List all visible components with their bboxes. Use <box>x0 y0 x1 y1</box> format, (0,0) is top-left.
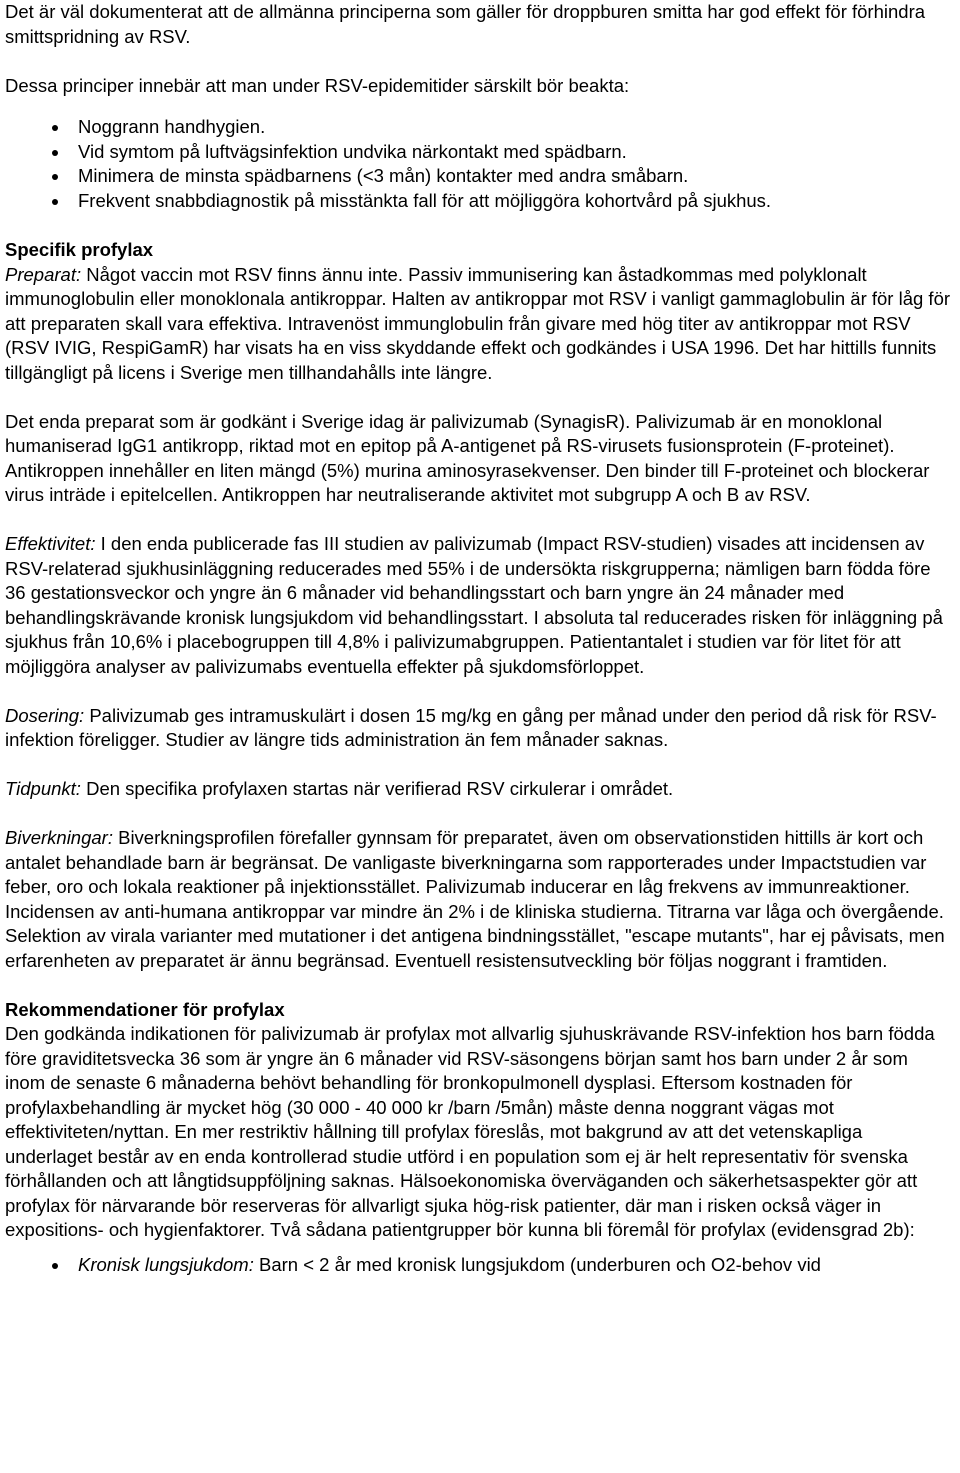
bullet-icon <box>52 174 58 180</box>
patient-group-list <box>5 1253 953 1278</box>
rekommendationer-paragraph: Den godkända indikationen för palivizumab är profylax mot allvarlig sjuhuskrävande RSV-infektion hos barn födda före graviditetsvecka 36 som är yngre än 6 månader vid RSV-säsongens början samt hos barn under 2 år som inom de senaste 6 månaderna behövt behandling för bronkopulmonell dysplasi. Eftersom kostnaden för profylaxbehandling är mycket hög (30 000 - 40 000 kr /barn /5mån) måste denna noggrant vägas mot effektiviteten/nyttan. En mer restriktiv hållning till profylax föreslås, mot bakgrund av att det vetenskapliga underlaget består av en enda kontrollerad studie utförd i en population som ej är helt representativ för svenska förhållanden och att långtidsuppföljning saknas. Hälsoekonomiska överväganden och säkerhetsaspekter gör att profylax för närvarande bör reserveras för allvarligt sjuka hög-risk patienter, där man i risken också väger in expositions- och hygienfaktorer. Två sådana patientgrupper bör kunna bli föremål för profylax (evidensgrad 2b): <box>5 1023 935 1240</box>
list-item: Vid symtom på luftvägsinfektion undvika närkontakt med spädbarn. <box>5 140 953 165</box>
list-item: Noggrann handhygien. <box>5 115 953 140</box>
preparat-label: Preparat: <box>5 263 82 285</box>
palivizumab-paragraph: Det enda preparat som är godkänt i Sverige idag är palivizumab (SynagisR). Palivizumab är en monoklonal humaniserad IgG1 antikropp, riktad mot en epitop på A-antigenet på RS-virusets fusionsprotein (F-proteinet). Antikroppen innehåller en liten mängd (5%) murina aminosyrasekvenser. Den binder till F-proteinet och blockerar virus inträde i epitelcellen. Antikroppen har neutraliserande aktivitet mot subgrupp A och B av RSV. <box>5 410 930 505</box>
list-item: Minimera de minsta spädbarnens (<3 mån) kontakter med andra småbarn. <box>5 164 953 189</box>
specifik-paragraph: Preparat: Något vaccin mot RSV finns ännu inte. Passiv immunisering kan åstadkommas med polyklonalt immunoglobulin eller monoklonala antikroppar. Halten av antikroppar mot RSV i vanligt gammaglobulin är för låg för att preparaten skall vara effektiva. Intravenöst immunglobulin från givare med hög titer av antikroppar mot RSV (RSV IVIG, RespiGamR) har visats ha en viss skyddande effekt och godkändes i USA 1996. Det har hittills funnits tillgängligt på licens i Sverige men tillhandahålls inte längre. <box>5 263 951 383</box>
biverkningar-label: Biverkningar: <box>5 827 113 848</box>
principles-intro: Dessa principer innebär att man under RSV-epidemitider särskilt bör beakta: <box>5 74 630 96</box>
kronisk-label: Kronisk lungsjukdom: <box>78 1253 254 1275</box>
bullet-icon <box>52 150 58 156</box>
rekommendationer-heading: Rekommendationer för profylax <box>5 998 285 1020</box>
bullet-icon <box>52 1263 58 1269</box>
list-item: Frekvent snabbdiagnostik på misstänkta fall för att möjliggöra kohortvård på sjukhus. <box>5 189 953 214</box>
tidpunkt-paragraph: Tidpunkt: Den specifika profylaxen startas när verifierad RSV cirkulerar i området. <box>5 778 674 799</box>
tidpunkt-label: Tidpunkt: <box>5 778 81 799</box>
document-page <box>5 0 953 1277</box>
bullet-icon <box>52 125 58 131</box>
principles-list <box>5 115 953 213</box>
effektivitet-label: Effektivitet: <box>5 533 96 554</box>
biverkningar-paragraph: Biverkningar: Biverkningsprofilen förefaller gynnsam för preparatet, även om observationstiden hittills är kort och antalet behandlade barn är begränsat. De vanligaste biverkningarna som rapporterades under Impactstudien var feber, oro och lokala reaktioner på injektionsstället. Palivizumab inducerar en låg frekvens av immunreaktioner. Incidensen av anti-humana antikroppar var mindre än 2% i de kliniska studierna. Titrarna var låga och övergående. Selektion av virala varianter med mutationer i det antigena bindningsstället, "escape mutants", har ej påvisats, men erfarenheten av preparatet är ännu begränsad. Eventuell resistensutveckling bör följas noggrant i framtiden. <box>5 827 945 971</box>
dosering-paragraph: Dosering: Palivizumab ges intramuskulärt i dosen 15 mg/kg en gång per månad under den period då risk för RSV-infektion föreligger. Studier av längre tids administration än fem månader saknas. <box>5 704 937 750</box>
bullet-icon <box>52 199 58 205</box>
effektivitet-paragraph: Effektivitet: I den enda publicerade fas III studien av palivizumab (Impact RSV-studien) visades att incidensen av RSV-relaterad sjukhusinläggning reducerades med 55% i de undersökta riskgrupperna; nämligen barn födda före 36 gestationsveckor och yngre än 6 månader vid behandlingsstart och barn yngre än 24 månader med behandlingskrävande kronisk lungsjukdom vid behandlingsstart. I absoluta tal reducerades risken för inläggning på sjukhus från 10,6% i placebogruppen till 4,8% i palivizumabgruppen. Patientantalet i studien var för litet för att möjliggöra analyser av palivizumabs eventuella effekter på sjukdomsförloppet. <box>5 533 943 677</box>
list-item: Kronisk lungsjukdom: Barn < 2 år med kronisk lungsjukdom (underburen och O2-behov vid <box>5 1253 953 1278</box>
specifik-heading: Specifik profylax <box>5 239 154 260</box>
dosering-label: Dosering: <box>5 704 85 726</box>
intro-paragraph: Det är väl dokumenterat att de allmänna principerna som gäller för droppburen smitta har god effekt för förhindra smittspridning av RSV. <box>5 1 926 47</box>
